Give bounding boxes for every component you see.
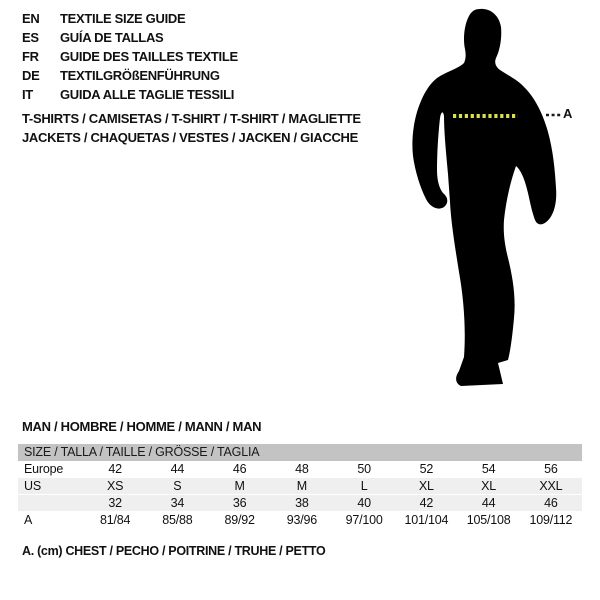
size-table-body xyxy=(18,461,582,529)
language-label: TEXTILE SIZE GUIDE xyxy=(60,11,186,26)
language-label: GUIDE DES TAILLES TEXTILE xyxy=(60,49,238,64)
size-cell: 42 xyxy=(419,496,434,510)
size-cell: 105/108 xyxy=(466,513,511,527)
size-cell: 44 xyxy=(170,462,185,476)
row-label: Europe xyxy=(24,462,64,476)
size-cell: 40 xyxy=(357,496,371,510)
language-label: GUIDA ALLE TAGLIE TESSILI xyxy=(60,87,235,102)
size-cell: 32 xyxy=(108,496,122,510)
man-silhouette-figure xyxy=(395,0,600,400)
size-table-header: SIZE / TALLA / TAILLE / GRÖSSE / TAGLIA xyxy=(18,444,582,461)
size-cell: XL xyxy=(418,479,434,493)
section-title: MAN / HOMBRE / HOMME / MANN / MAN xyxy=(22,419,262,434)
size-cell: 85/88 xyxy=(162,513,193,527)
size-cell: 48 xyxy=(295,462,309,476)
language-row xyxy=(22,85,238,104)
size-cell: 34 xyxy=(170,496,185,510)
size-cell: 36 xyxy=(232,496,247,510)
language-row xyxy=(22,28,238,47)
size-cell: 54 xyxy=(481,462,496,476)
category-line: JACKETS / CHAQUETAS / VESTES / JACKEN / GIACCHE xyxy=(22,130,358,145)
language-list xyxy=(22,9,238,104)
table-row xyxy=(18,461,582,478)
size-cell: 93/96 xyxy=(286,513,318,527)
language-row xyxy=(22,9,238,28)
size-cell: 81/84 xyxy=(99,513,131,527)
size-cell: 38 xyxy=(295,496,309,510)
measurement-footnote: A. (cm) CHEST / PECHO / POITRINE / TRUHE / PETTO xyxy=(22,544,326,558)
language-row xyxy=(22,66,238,85)
size-cell: 97/100 xyxy=(345,513,383,527)
size-cell: 109/112 xyxy=(529,513,573,527)
table-row xyxy=(18,512,582,529)
size-cell: M xyxy=(234,479,245,493)
language-code: FR xyxy=(22,49,39,64)
language-code: EN xyxy=(22,11,40,26)
size-cell: 46 xyxy=(232,462,247,476)
size-cell: 56 xyxy=(544,462,558,476)
language-code: ES xyxy=(22,30,39,45)
table-row xyxy=(18,478,582,495)
category-line: T-SHIRTS / CAMISETAS / T-SHIRT / T-SHIRT / MAGLIETTE xyxy=(22,111,361,126)
man-silhouette xyxy=(412,9,556,386)
size-table xyxy=(18,444,582,529)
table-row xyxy=(18,495,582,512)
row-label: A xyxy=(24,513,33,527)
category-list xyxy=(22,109,361,147)
row-label: US xyxy=(24,479,41,493)
size-cell: M xyxy=(296,479,307,493)
size-cell: XXL xyxy=(539,479,563,493)
language-label: GUÍA DE TALLAS xyxy=(60,30,164,45)
language-row xyxy=(22,47,238,66)
language-label: TEXTILGRÖßENFÜHRUNG xyxy=(60,68,220,83)
measure-label-a: A xyxy=(563,106,573,121)
language-code: IT xyxy=(22,87,33,102)
size-cell: 89/92 xyxy=(224,513,255,527)
silhouette-svg xyxy=(395,0,600,400)
size-cell: 101/104 xyxy=(404,513,449,527)
size-cell: 52 xyxy=(419,462,434,476)
size-cell: 46 xyxy=(544,496,558,510)
language-code: DE xyxy=(22,68,40,83)
size-cell: L xyxy=(360,479,368,493)
size-cell: 44 xyxy=(481,496,496,510)
size-cell: XL xyxy=(481,479,497,493)
size-cell: S xyxy=(173,479,182,493)
size-cell: XS xyxy=(106,479,124,493)
size-cell: 50 xyxy=(357,462,371,476)
size-cell: 42 xyxy=(108,462,122,476)
